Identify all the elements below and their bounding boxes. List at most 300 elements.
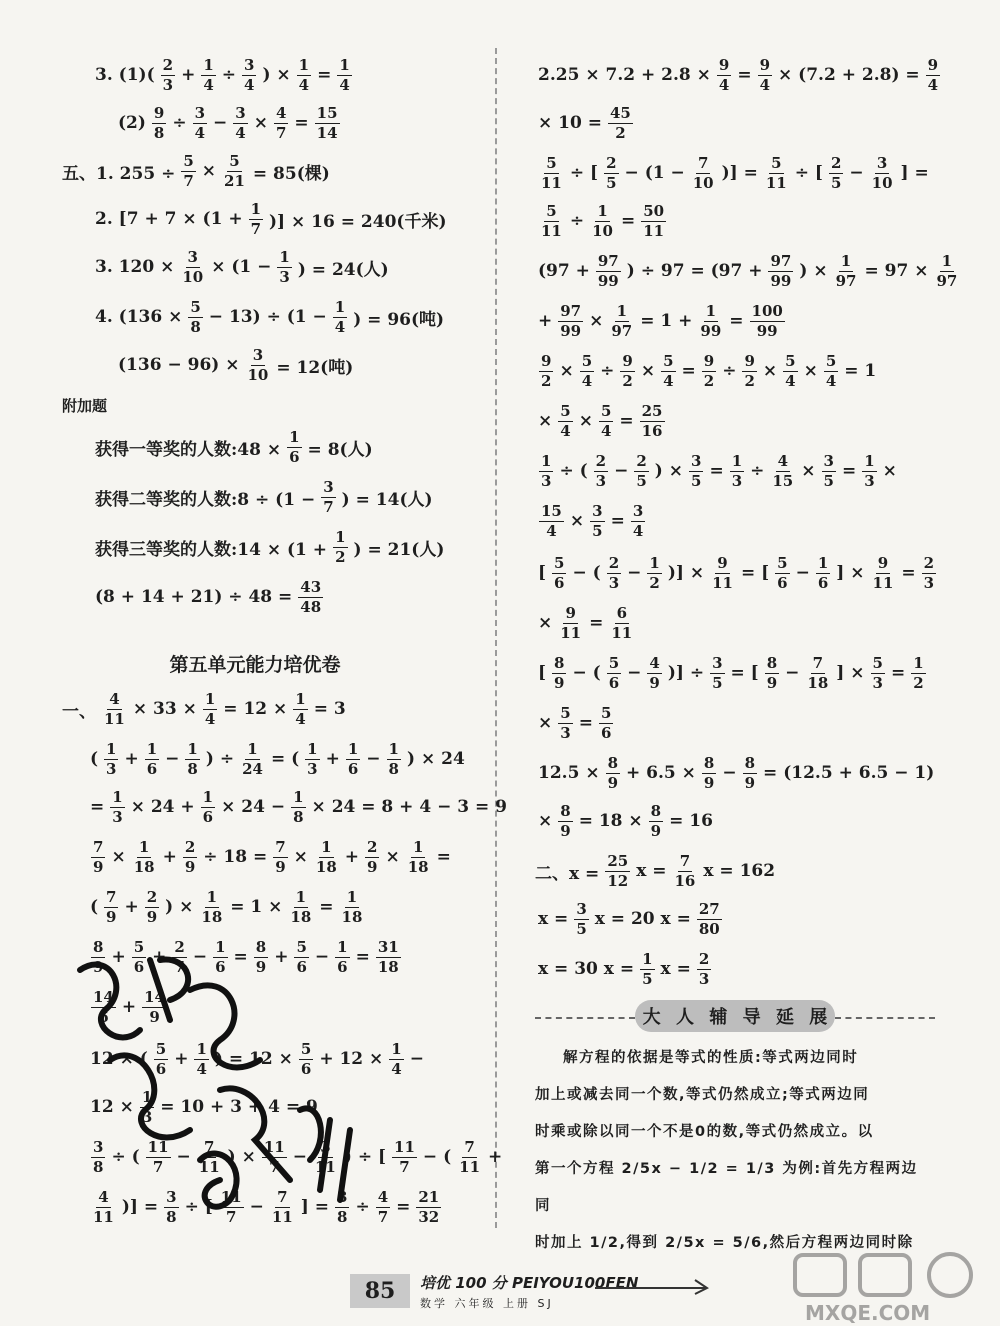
fraction: $\frac{3}{10}$	[247, 345, 269, 384]
math-text: +	[274, 947, 289, 967]
answer-line	[62, 148, 330, 194]
fraction: $\frac{4}{11}$	[93, 1187, 114, 1226]
math-text: = 1 +	[640, 311, 693, 331]
fraction: $\frac{1}{4}$	[391, 1039, 402, 1078]
fraction: $\frac{1}{6}$	[337, 937, 348, 976]
fraction: $\frac{1}{18}$	[315, 837, 337, 876]
answer-line	[118, 342, 353, 388]
fraction: $\frac{1}{8}$	[388, 739, 399, 778]
fraction: $\frac{8}{9}$	[744, 753, 756, 792]
math-text: ÷	[750, 461, 765, 481]
math-text: x =	[660, 959, 691, 979]
fraction: $\frac{1}{18}$	[407, 837, 429, 876]
math-text: )] ÷	[667, 663, 705, 683]
fraction: $\frac{4}{11}$	[104, 689, 125, 728]
math-text: =	[841, 461, 857, 481]
math-text: = 1 ×	[230, 897, 283, 917]
math-text: ) = 96(吨)	[353, 309, 445, 330]
math-text: 获得三等奖的人数:14 × (1 +	[95, 539, 328, 560]
math-text: ) ÷	[205, 749, 235, 769]
fraction: $\frac{1}{6}$	[817, 553, 829, 592]
answer-line	[95, 294, 444, 340]
guide-title-char: 延	[775, 1007, 794, 1028]
answer-line	[95, 52, 353, 98]
math-text: + 12 ×	[319, 1049, 384, 1069]
math-text: =	[737, 65, 752, 85]
math-text: ×	[640, 361, 656, 381]
math-text: ÷ [	[569, 163, 599, 183]
math-text: ÷	[600, 361, 615, 381]
math-text: = 12(吨)	[276, 357, 354, 378]
answer-line	[95, 524, 444, 570]
math-text: × 24 +	[130, 797, 195, 817]
answer-line	[535, 848, 775, 894]
answer-line	[90, 984, 168, 1030]
math-text: (2)	[118, 113, 146, 133]
math-text: ) = 14(人)	[341, 489, 433, 510]
fraction: $\frac{5}{4}$	[785, 351, 796, 390]
fraction: $\frac{8}{9}$	[554, 653, 565, 692]
answer-line	[538, 650, 927, 696]
fraction: $\frac{3}{5}$	[592, 501, 603, 540]
math-text: +	[121, 997, 137, 1017]
svg-text:MXQE.COM: MXQE.COM	[805, 1301, 931, 1325]
fraction: $\frac{5}{11}$	[765, 153, 787, 192]
fraction: $\frac{5}{11}$	[541, 201, 562, 240]
math-text: ÷ (	[559, 461, 588, 481]
fraction: $\frac{9}{4}$	[718, 55, 730, 94]
math-text: ÷	[722, 361, 737, 381]
math-text: ) ×	[165, 897, 194, 917]
fraction: $\frac{7}{16}$	[674, 851, 696, 890]
math-text: =	[319, 897, 334, 917]
fraction: $\frac{97}{99}$	[770, 251, 792, 290]
fraction: $\frac{5}{3}$	[560, 703, 571, 742]
answer-line	[538, 150, 929, 196]
fraction: $\frac{2}{9}$	[367, 837, 378, 876]
fraction: $\frac{8}{9}$	[93, 937, 104, 976]
answer-line	[90, 736, 465, 782]
fraction: $\frac{7}{9}$	[275, 837, 286, 876]
fraction: $\frac{9}{11}$	[872, 553, 894, 592]
fraction: $\frac{100}{99}$	[751, 301, 783, 340]
math-text: = 85(棵)	[252, 163, 330, 184]
math-text: ) ÷ 97 = (97 +	[626, 261, 763, 281]
fraction: $\frac{3}{5}$	[823, 451, 834, 490]
math-text: (	[90, 749, 99, 769]
answer-line	[90, 784, 507, 830]
math-text: =	[294, 113, 309, 133]
fraction: $\frac{1}{6}$	[215, 937, 226, 976]
fraction: $\frac{9}{2}$	[622, 351, 633, 390]
math-text: −	[292, 1147, 307, 1167]
fraction: $\frac{1}{24}$	[242, 739, 263, 778]
fraction: $\frac{97}{99}$	[597, 251, 619, 290]
fraction: $\frac{8}{9}$	[255, 937, 267, 976]
fraction: $\frac{25}{12}$	[607, 851, 629, 890]
fraction: $\frac{3}{4}$	[194, 103, 206, 142]
math-text: ) ÷ [	[343, 1147, 387, 1167]
fraction: $\frac{11}{7}$	[220, 1187, 242, 1226]
fraction: $\frac{5}{4}$	[560, 401, 571, 440]
answer-line	[90, 834, 451, 880]
math-text: × 33 ×	[132, 699, 197, 719]
fraction: $\frac{14}{9}$	[144, 987, 165, 1026]
math-text: ) ×	[262, 65, 291, 85]
math-text: ×	[201, 161, 217, 181]
math-text: = 8(人)	[307, 439, 373, 460]
math-text: (136 − 96) ×	[118, 355, 240, 375]
fraction: $\frac{7}{10}$	[692, 153, 714, 192]
math-text: −	[176, 1147, 191, 1167]
page-footer	[350, 1268, 730, 1320]
fraction: $\frac{1}{3}$	[541, 451, 552, 490]
answer-line	[90, 1134, 502, 1180]
fraction: $\frac{9}{8}$	[153, 103, 165, 142]
math-text: +	[111, 947, 126, 967]
fraction: $\frac{2}{9}$	[184, 837, 196, 876]
math-text: +	[325, 749, 340, 769]
math-text: ] ×	[836, 563, 865, 583]
fraction: $\frac{2}{3}$	[923, 553, 935, 592]
fraction: $\frac{6}{11}$	[611, 603, 633, 642]
answer-line	[538, 198, 667, 244]
fraction: $\frac{9}{2}$	[541, 351, 552, 390]
guide-title-char: 导	[742, 1007, 761, 1028]
fraction: $\frac{1}{3}$	[141, 1087, 153, 1126]
math-text: +	[162, 847, 177, 867]
watermark-logo	[790, 1250, 990, 1325]
math-text: =	[589, 613, 604, 633]
answer-line	[538, 398, 666, 444]
math-text: ] ×	[836, 663, 865, 683]
math-text: ×	[569, 511, 585, 531]
math-text: ) ×	[654, 461, 683, 481]
math-text: 3. (1)(	[95, 65, 155, 85]
math-text: 12 ×	[90, 1097, 134, 1117]
fraction: $\frac{2}{3}$	[698, 949, 710, 988]
fraction: $\frac{2}{5}$	[606, 153, 617, 192]
fraction: $\frac{8}{9}$	[766, 653, 778, 692]
math-text: =	[90, 797, 105, 817]
answer-line	[95, 424, 373, 470]
answer-line	[538, 700, 614, 746]
fraction: $\frac{8}{9}$	[607, 753, 619, 792]
math-text: ÷ 18 =	[203, 847, 268, 867]
fraction: $\frac{15}{4}$	[541, 501, 562, 540]
fraction: $\frac{3}{5}$	[576, 899, 587, 938]
fraction: $\frac{9}{2}$	[703, 351, 715, 390]
fraction: $\frac{1}{2}$	[335, 527, 346, 566]
fraction: $\frac{2}{9}$	[146, 887, 158, 926]
fraction: $\frac{15}{14}$	[316, 103, 338, 142]
fraction: $\frac{3}{4}$	[244, 55, 255, 94]
fraction: $\frac{3}{5}$	[691, 451, 702, 490]
math-text: ) = 12 ×	[214, 1049, 293, 1069]
fraction: $\frac{1}{6}$	[202, 787, 214, 826]
guide-title-char: 大	[642, 1007, 661, 1028]
guide-paragraph	[535, 1040, 930, 1262]
fraction: $\frac{4}{7}$	[275, 103, 287, 142]
guide-text-line: 解方程的依据是等式的性质:等式两边同时	[563, 1050, 859, 1066]
fraction: $\frac{5}{6}$	[133, 937, 145, 976]
column-divider	[495, 48, 497, 1228]
fraction: $\frac{3}{4}$	[632, 501, 644, 540]
fraction: $\frac{2}{3}$	[162, 55, 174, 94]
fraction: $\frac{7}{11}$	[198, 1137, 220, 1176]
fraction: $\frac{5}{6}$	[608, 653, 620, 692]
math-text: 2.25 × 7.2 + 2.8 ×	[538, 65, 711, 85]
answer-line	[90, 1036, 424, 1082]
fraction: $\frac{2}{7}$	[174, 937, 185, 976]
answer-line	[90, 1184, 442, 1230]
math-text: 2. [7 + 7 × (1 +	[95, 209, 243, 229]
math-text: − (1 −	[624, 163, 685, 183]
fraction: $\frac{1}{97}$	[936, 251, 958, 290]
fraction: $\frac{2}{3}$	[608, 553, 620, 592]
answer-line	[95, 244, 389, 290]
answer-line	[538, 52, 941, 98]
math-text: 五、1. 255 ÷	[62, 163, 176, 184]
fraction: $\frac{2}{5}$	[830, 153, 842, 192]
fraction: $\frac{1}{3}$	[112, 787, 123, 826]
math-text: =	[317, 65, 332, 85]
fraction: $\frac{5}{3}$	[872, 653, 883, 692]
math-text: −	[165, 749, 180, 769]
math-text: (8 + 14 + 21) ÷ 48 =	[95, 587, 293, 607]
guide-text-line: 第一个方程 2/5x − 1/2 = 1/3 为例:首先方程两边同	[535, 1161, 918, 1214]
math-text: ÷	[569, 211, 585, 231]
math-text: =	[890, 663, 906, 683]
math-text: +	[152, 947, 167, 967]
math-text: ) × 24	[406, 749, 465, 769]
math-text: ×	[538, 713, 553, 733]
math-text: × 24 −	[221, 797, 286, 817]
answer-line	[118, 100, 341, 146]
fraction: $\frac{1}{4}$	[298, 55, 310, 94]
math-text: ×	[559, 361, 574, 381]
fraction: $\frac{1}{10}$	[592, 201, 613, 240]
math-text: −	[614, 461, 629, 481]
guide-header	[535, 1000, 935, 1034]
fraction: $\frac{9}{4}$	[759, 55, 771, 94]
fraction: $\frac{1}{18}$	[133, 837, 155, 876]
fraction: $\frac{1}{4}$	[196, 1039, 207, 1078]
fraction: $\frac{1}{4}$	[204, 689, 216, 728]
fraction: $\frac{3}{10}$	[182, 247, 204, 286]
math-text: ×	[762, 361, 778, 381]
math-text: ) ×	[799, 261, 828, 281]
math-text: =	[729, 311, 744, 331]
math-text: ×	[538, 811, 553, 831]
fraction: $\frac{5}{4}$	[581, 351, 593, 390]
math-text: = (	[270, 749, 300, 769]
math-text: ÷ [	[794, 163, 823, 183]
fraction: $\frac{5}{4}$	[825, 351, 837, 390]
math-text: ×	[538, 613, 553, 633]
math-text: × (1 −	[211, 257, 272, 277]
fraction: $\frac{5}{4}$	[600, 401, 612, 440]
fraction: $\frac{45}{2}$	[609, 103, 631, 142]
math-text: =	[709, 461, 724, 481]
fraction: $\frac{9}{2}$	[744, 351, 755, 390]
math-text: )] =	[721, 163, 758, 183]
fraction: $\frac{9}{11}$	[560, 603, 582, 642]
answer-line	[538, 946, 712, 992]
math-text: ×	[801, 461, 816, 481]
math-text: ×	[538, 411, 553, 431]
fraction: $\frac{8}{9}$	[650, 801, 662, 840]
fraction: $\frac{50}{11}$	[643, 201, 665, 240]
math-text: ×	[111, 847, 126, 867]
fraction: $\frac{5}{8}$	[190, 297, 201, 336]
math-text: ÷	[172, 113, 187, 133]
fraction: $\frac{3}{4}$	[235, 103, 246, 142]
guide-text-line: 时加上 1/2,得到 2/5x = 5/6,然后方程两边同时除	[535, 1235, 914, 1251]
math-text: ÷ [	[184, 1197, 213, 1217]
math-text: ) = 24(人)	[297, 259, 389, 280]
fraction: $\frac{1}{99}$	[700, 301, 722, 340]
math-text: − (	[572, 563, 601, 583]
fraction: $\frac{1}{97}$	[835, 251, 857, 290]
fraction: $\frac{4}{9}$	[649, 653, 660, 692]
math-text: =	[396, 1197, 411, 1217]
math-text: − (	[422, 1147, 452, 1167]
math-text: −	[785, 663, 800, 683]
fraction: $\frac{1}{6}$	[146, 739, 158, 778]
math-text: +	[538, 311, 553, 331]
fraction: $\frac{1}{18}$	[290, 887, 312, 926]
math-text: )] =	[121, 1197, 159, 1217]
fraction: $\frac{25}{16}$	[641, 401, 663, 440]
fraction: $\frac{8}{9}$	[560, 801, 571, 840]
math-text: ] =	[900, 163, 929, 183]
math-text: )] × 16 = 240(千米)	[269, 211, 447, 232]
guide-title-char: 辅	[709, 1007, 728, 1028]
fraction: $\frac{1}{7}$	[250, 199, 262, 238]
fraction: $\frac{7}{18}$	[807, 653, 829, 692]
fraction: $\frac{5}{6}$	[600, 703, 612, 742]
math-text: ×	[385, 847, 400, 867]
math-text: =	[578, 713, 593, 733]
math-text: (97 +	[538, 261, 590, 281]
math-text: 二、x =	[535, 863, 600, 884]
extra-question-title: 附加题	[62, 397, 108, 415]
fraction: $\frac{9}{11}$	[712, 553, 733, 592]
fraction: $\frac{1}{4}$	[339, 55, 350, 94]
fraction: $\frac{9}{4}$	[927, 55, 939, 94]
math-text: ) ×	[227, 1147, 256, 1167]
arrow-icon	[595, 1276, 715, 1296]
guide-text-line: 时乘或除以同一个不是0的数,等式仍然成立。以	[535, 1124, 874, 1140]
fraction: $\frac{1}{3}$	[864, 451, 875, 490]
math-text: (	[90, 897, 99, 917]
math-text: =	[619, 411, 634, 431]
answer-line	[538, 798, 713, 844]
fraction: $\frac{11}{7}$	[263, 1137, 285, 1176]
fraction: $\frac{2}{5}$	[636, 451, 647, 490]
math-text: [	[538, 663, 547, 683]
fraction: $\frac{43}{48}$	[300, 577, 322, 616]
math-text: ÷ (	[111, 1147, 140, 1167]
answer-line	[538, 100, 634, 146]
math-text: =	[610, 511, 625, 531]
math-text: +	[174, 1049, 189, 1069]
math-text: =	[901, 563, 916, 583]
answer-line	[538, 750, 934, 796]
fraction: $\frac{2}{3}$	[595, 451, 607, 490]
math-text: −	[314, 947, 330, 967]
fraction: $\frac{8}{9}$	[703, 753, 715, 792]
fraction: $\frac{14}{6}$	[93, 987, 114, 1026]
fraction: $\frac{1}{4}$	[334, 297, 346, 336]
fraction: $\frac{1}{4}$	[295, 689, 306, 728]
answer-line	[538, 248, 960, 294]
math-text: × 10 =	[538, 113, 602, 133]
fraction: $\frac{1}{8}$	[293, 787, 304, 826]
answer-line	[538, 896, 723, 942]
fraction: $\frac{5}{6}$	[155, 1039, 167, 1078]
fraction: $\frac{1}{97}$	[611, 301, 633, 340]
math-text: + 6.5 ×	[626, 763, 696, 783]
math-text: = 97 ×	[864, 261, 929, 281]
math-text: − (	[572, 663, 601, 683]
math-text: ] =	[300, 1197, 329, 1217]
math-text: 12.5 ×	[538, 763, 600, 783]
guide-title-char: 展	[809, 1007, 828, 1028]
fraction: $\frac{1}{8}$	[187, 739, 198, 778]
answer-line	[95, 196, 447, 242]
math-text: = (12.5 + 6.5 − 1)	[763, 763, 935, 783]
answer-line	[95, 574, 324, 620]
guide-dash-right	[835, 1017, 935, 1019]
fraction: $\frac{31}{18}$	[377, 937, 399, 976]
fraction: $\frac{3}{11}$	[315, 1137, 336, 1176]
book-subtitle: 数学 六年级 上册 SJ	[420, 1297, 554, 1310]
math-text: ×	[882, 461, 897, 481]
fraction: $\frac{1}{18}$	[341, 887, 363, 926]
math-text: −	[722, 763, 737, 783]
math-text: ) = 21(人)	[353, 539, 445, 560]
math-text: −	[627, 563, 642, 583]
math-text: −	[366, 749, 381, 769]
math-text: − 13) ÷ (1 −	[208, 307, 327, 327]
answer-line	[90, 934, 402, 980]
math-text: 获得二等奖的人数:8 ÷ (1 −	[95, 489, 316, 510]
fraction: $\frac{3}{8}$	[166, 1187, 177, 1226]
answer-line	[538, 448, 897, 494]
math-text: ×	[803, 361, 818, 381]
fraction: $\frac{4}{15}$	[772, 451, 794, 490]
fraction: $\frac{3}{10}$	[871, 153, 893, 192]
math-text: =	[621, 211, 636, 231]
fraction: $\frac{7}{11}$	[271, 1187, 293, 1226]
math-text: [	[538, 563, 547, 583]
math-text: x =	[538, 909, 569, 929]
fraction: $\frac{5}{4}$	[663, 351, 674, 390]
fraction: $\frac{7}{9}$	[106, 887, 117, 926]
fraction: $\frac{1}{6}$	[347, 739, 359, 778]
fraction: $\frac{1}{5}$	[642, 949, 653, 988]
answer-line	[62, 686, 346, 732]
fraction: $\frac{1}{3}$	[279, 247, 290, 286]
fraction: $\frac{4}{7}$	[377, 1187, 389, 1226]
math-text: −	[627, 663, 642, 683]
math-text: −	[213, 113, 228, 133]
math-text: −	[249, 1197, 264, 1217]
math-text: 3. 120 ×	[95, 257, 175, 277]
fraction: $\frac{5}{6}$	[554, 553, 565, 592]
